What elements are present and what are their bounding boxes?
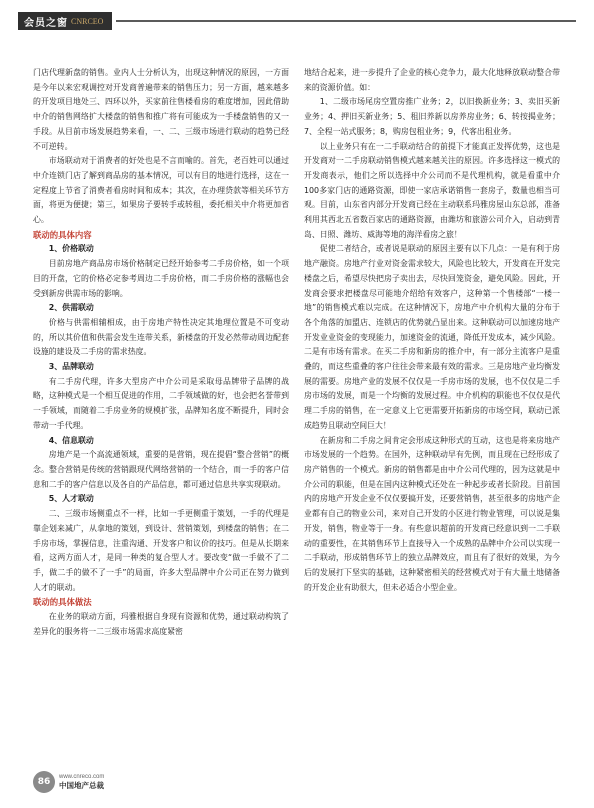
section-badge [18,12,112,30]
paragraph: 房地产是一个高流通领域，重要的是营销，现在提倡“整合营销”的概念。整合营销是传统的营销跟现代网络营销的一个结合，而一手的客户信息和二手的客户信息以及各自的产品信息，都可通过信息共享实现联动。 [33,450,289,489]
page-header [18,12,576,30]
footer-url: www.cnreco.com [59,773,105,780]
paragraph: 价格与供需相辅相成，由于房地产特性决定其地理位置是不可变动的，所以其价值和供需会发生连带关系，新楼盘的开发必然带动周边配套设施的建设及二手房的需求热度。 [33,317,289,357]
subsection-heading: 4、信息联动 [48,435,94,445]
paragraph: 市场联动对于消费者的好处也是不言而喻的。首先，老百姓可以通过中介连锁门店了解到商品房的基本情况，可以有目的地进行选择，这在一定程度上节省了消费者看房时间和成本；其次，在办理贷款等相关环节方面，将更为便捷；第三，如果房子要转手或转租，委托相关中介将更加省心。 [33,156,289,225]
section-name-en: CNRCEO [71,16,104,26]
right-column [304,66,560,595]
footer-text [59,774,104,791]
subsection-heading: 5、人才联动 [48,494,94,504]
subsection-heading: 3、品牌联动 [48,362,94,372]
page-number: 86 [33,771,55,793]
left-column [33,66,289,639]
paragraph: 以上业务只有在一二手联动结合的前提下才能真正发挥优势，这也是开发商对一二手房联动销售模式越来越关注的原因。许多选择这一模式的开发商表示，他们之所以选择中介公司而不是代理机构，就是看重中介100多家门店的通路资源，即使一家店承诺销售一套房子，数量也相当可观。目前，山东省内部分开发商已经在主动联系玛雅房屋山东总部，准备利用其西北五省数百家店的通路资源，由潍坊和旅游公司介入，启动到青岛、日照、潍坊、威海等地的海洋看房之旅！ [304,141,560,239]
section-name: 会员之窗 [24,17,68,29]
paragraph: 在业务的联动方面，玛雅根据自身现有资源和优势，通过联动构筑了差异化的服务将一二三级市场需求高度紧密 [33,612,289,636]
paragraph: 1、二级市场尾房空置房推广业务；2，以旧换新业务；3、卖旧买新业务；4、押旧买新业务；5、租旧养新以房养房业务；6、转按揭业务；7、全程一站式服务；8，购房包租业务；9，代客出租业务。 [304,97,560,136]
magazine-name: 中国地产总裁 [59,780,104,790]
paragraph: 地结合起来，进一步提升了企业的核心竞争力，最大化地释放联动整合带来的资源价值。如： [304,68,560,92]
section-heading: 联动的具体做法 [33,597,92,608]
paragraph: 促使二者结合，或者说是联动的原因主要有以下几点：一是有利于房地产融资。房地产行业对资金需求较大，风险也比较大，开发商在开发完楼盘之后，希望尽快把房子卖出去，尽快回笼资金，避免风险。因此，开发商会要求把楼盘尽可能地介绍给有效客户，这种第一个售楼部“一楼一地”的销售模式难以完成。在这种情况下，房地产中介机构大量的分布于各个角落的加盟店、连锁店的优势就凸显出来。这种联动可以加速房地产开发业业资金的变现能力，加速资金的流通，降低开发成本，减少风险。二是有市场有需求。在买二手房和新房的推介中，有一部分主流客户是重叠的，而这些重叠的客户往往会带来最有效的需求。三是房地产业均衡发展的需要。房地产业的发展不仅仅是一手房市场的发展，也不仅仅是二手房市场的发展，而是一个均衡的发展过程。中介机构的职能也不仅仅是代理二手房的销售，在一定意义上它更需要开拓新房的市场空间，联动已派成趋势且联动空间巨大！ [304,244,560,430]
header-rule [116,20,576,22]
paragraph: 目前房地产商品房市场价格制定已经开始参考二手房价格，如一个项目的开盘，它的价格必定参考周边二手房价格，而二手房价格的涨幅也会受到新房供需市场的影响。 [33,259,289,298]
subsection-heading: 2、供需联动 [48,303,94,313]
paragraph: 门店代理新盘的销售。业内人士分析认为，出现这种情况的原因，一方面是今年以来宏观调控对开发商普遍带来的销售压力；另一方面，越来越多的开发项目地处三、四环以外，买家前往售楼看房的难度增加，因此借助中介的销售网络扩大楼盘的销售和推广将有可能成为一手楼盘销售的又一手段。从目前市场发展趋势来看，一、二、三级市场进行联动的趋势已经不可逆转。 [33,68,289,151]
page-footer [33,768,104,796]
paragraph: 在新房和二手房之间肯定会形成这种形式的互动，这也是将来房地产市场发展的一个趋势。在国外，这种联动早有先例，而且现在已经形成了房产销售的一个模式。新房的销售都是由中介公司代理的，因为这就是中介公司的职能，但是在国内这种模式还处在一种起步或者长阶段。目前国内的房地产开发企业不仅仅要搞开发，还要营销售，甚至很多的房地产企业都有自己的物业公司，来对自己开发的小区进行物业管理，可以说是集开发，销售，物业等于一身。有些意识超前的开发商已经意识到一二手联动的重要性，在其销售环节上直接导入一个成熟的品牌中介公司以实现一二手联动，形成销售环节上的独立品牌效应，而且有了很好的效果，为今后的发展打下坚实的基础，这种紧密相关的经营模式对于有大量土地储备的开发企业有助很大，但未必适合小型企业。 [304,435,560,592]
paragraph: 二、三级市场侧重点不一样，比如一手更侧重于策划，一手的代理是靠企划来减广，从拿地的策划，到设计、营销策划，到楼盘的销售；在二手房市场，掌握信息，注重沟通、开发客户和议价的技巧。但是从长期来看，这两方面人才，是同一种类的复合型人才。要改变“做一手做不了二手，做二手的做不了一手”的局面，许多大型品牌中介公司正在努力做到人才的联动。 [33,509,289,592]
section-heading: 联动的具体内容 [33,229,92,240]
subsection-heading: 1、价格联动 [48,244,94,254]
paragraph: 有二手房代理，许多大型房产中介公司是采取母品牌带子品牌的战略，这种模式是一个相互促进的作用，二手领域做的好，也会把名誉带到一手领域，而随着二手房业务的规模扩张，品牌知名度不断提升，同时会带动一手代理。 [33,376,289,430]
